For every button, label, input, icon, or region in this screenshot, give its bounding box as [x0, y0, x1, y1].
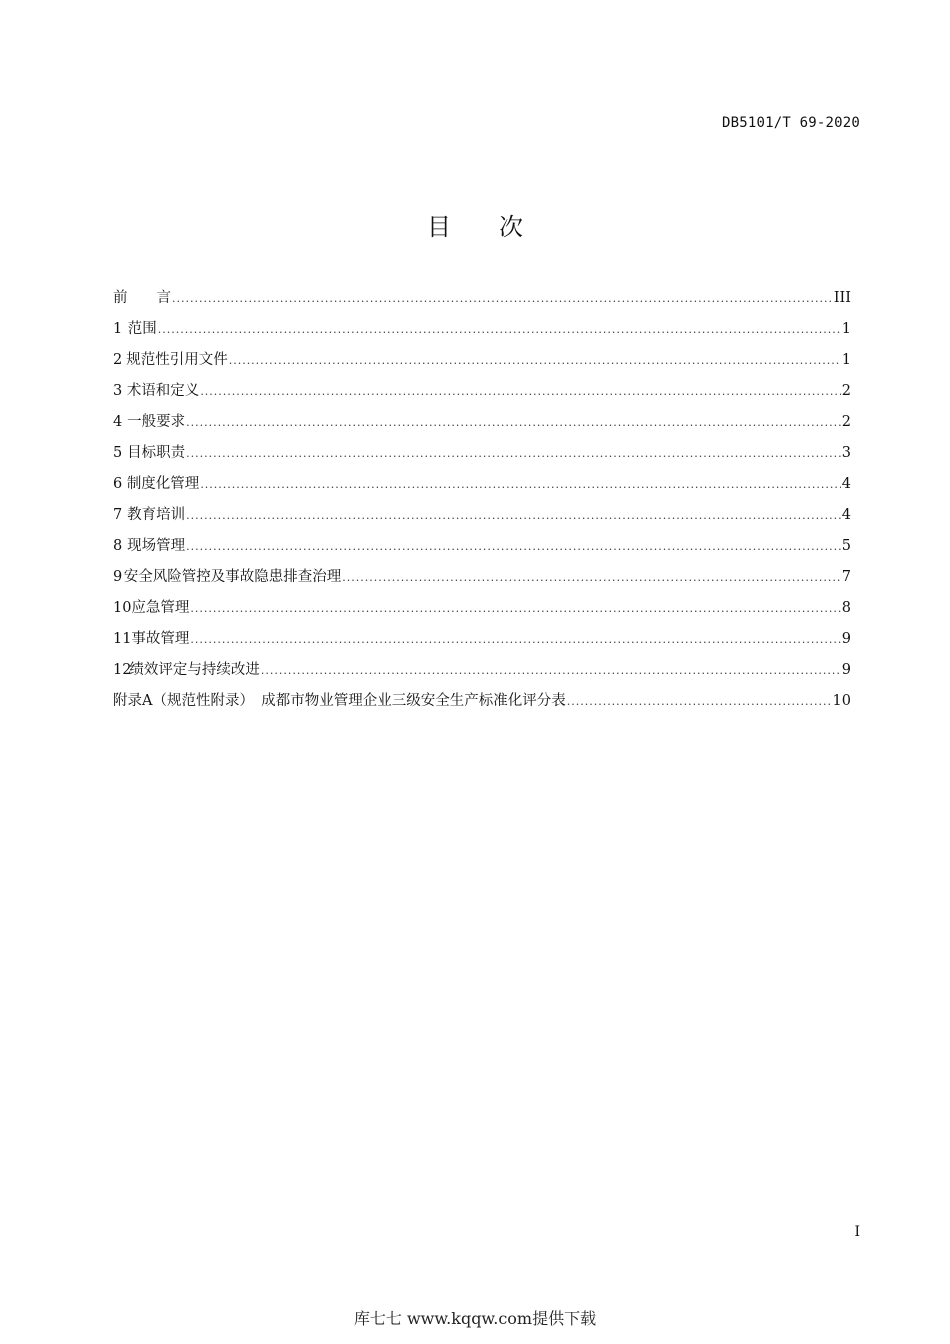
- toc-entry[interactable]: [113, 348, 851, 379]
- toc-leader-dots: [186, 509, 841, 522]
- toc-entry-label: 事故管理: [131, 631, 190, 647]
- toc-entry-page: 2: [841, 383, 851, 399]
- toc-leader-dots: [200, 385, 840, 398]
- toc-entry[interactable]: [113, 534, 851, 565]
- page-title: 目次: [427, 213, 571, 241]
- toc-entry-number: 8: [113, 538, 123, 554]
- toc-entry-label: 范围: [127, 321, 157, 337]
- toc-leader-dots: [186, 447, 841, 460]
- toc-entry-page: 8: [841, 600, 851, 616]
- toc-entry-page: 5: [841, 538, 851, 554]
- toc-entry-number: 7: [113, 507, 123, 523]
- toc-entry[interactable]: [113, 410, 851, 441]
- toc-entry-number: 4: [113, 414, 123, 430]
- toc-entry-page: 2: [841, 414, 851, 430]
- toc-leader-dots: [186, 540, 841, 553]
- toc-entry[interactable]: [113, 317, 851, 348]
- toc-entry-number: 11: [113, 631, 132, 647]
- toc-entry-label: 安全风险管控及事故隐患排查治理: [123, 569, 342, 585]
- toc-entry[interactable]: [113, 503, 851, 534]
- toc-entry-page: 4: [841, 507, 851, 523]
- toc-entry-number: 1: [113, 321, 123, 337]
- toc-entry-label: 附录A（规范性附录） 成都市物业管理企业三级安全生产标准化评分表: [113, 693, 566, 709]
- toc-entry-label: 规范性引用文件: [126, 352, 228, 368]
- toc-entry-number: 2: [113, 352, 123, 368]
- toc-entry-label: 术语和定义: [126, 383, 200, 399]
- toc-leader-dots: [190, 602, 840, 615]
- toc-entry-label: 前 言: [113, 290, 171, 306]
- toc-entry-number: 9: [113, 569, 123, 585]
- toc-entry-label: 目标职责: [127, 445, 186, 461]
- toc-entry-label: 现场管理: [127, 538, 186, 554]
- toc-entry-page: 9: [841, 631, 851, 647]
- toc-entry[interactable]: [113, 565, 851, 596]
- toc-leader-dots: [158, 323, 841, 336]
- toc-leader-dots: [186, 416, 841, 429]
- toc-entry[interactable]: [113, 441, 851, 472]
- toc-entry-appendix[interactable]: [113, 689, 851, 720]
- toc-entry[interactable]: [113, 627, 851, 658]
- toc-entry-page: 9: [841, 662, 851, 678]
- toc-leader-dots: [261, 664, 841, 677]
- toc-entry-label: 绩效评定与持续改进: [129, 662, 260, 678]
- toc-leader-dots: [190, 633, 840, 646]
- toc-entry-label: 制度化管理: [126, 476, 200, 492]
- toc-entry-label: 应急管理: [131, 600, 190, 616]
- toc-entry-number: 10: [113, 600, 132, 616]
- toc-entry[interactable]: [113, 379, 851, 410]
- toc-entry-number: 6: [113, 476, 123, 492]
- table-of-contents: [113, 286, 851, 720]
- toc-entry-label: 一般要求: [127, 414, 186, 430]
- document-code: DB5101/T 69-2020: [721, 115, 860, 131]
- toc-entry-page: 7: [841, 569, 851, 585]
- toc-entry-page: 1: [841, 321, 851, 337]
- toc-entry[interactable]: [113, 596, 851, 627]
- toc-leader-dots: [342, 571, 841, 584]
- toc-entry-page: 1: [841, 352, 851, 368]
- toc-leader-dots: [172, 292, 833, 305]
- toc-entry-number: 3: [113, 383, 123, 399]
- toc-entry-page: 10: [832, 693, 851, 709]
- toc-entry-page: III: [833, 290, 851, 306]
- toc-leader-dots: [229, 354, 841, 367]
- toc-entry-number: 12: [113, 662, 132, 678]
- toc-entry-page: 3: [841, 445, 851, 461]
- footer-watermark: 库七七 www.kqqw.com提供下载: [353, 1309, 597, 1328]
- toc-entry-label: 教育培训: [127, 507, 186, 523]
- toc-entry[interactable]: [113, 472, 851, 503]
- toc-entry[interactable]: [113, 286, 851, 317]
- toc-entry-number: 5: [113, 445, 123, 461]
- toc-leader-dots: [200, 478, 840, 491]
- toc-leader-dots: [567, 695, 832, 708]
- toc-entry-page: 4: [841, 476, 851, 492]
- toc-entry[interactable]: [113, 658, 851, 689]
- page-number: I: [854, 1224, 860, 1240]
